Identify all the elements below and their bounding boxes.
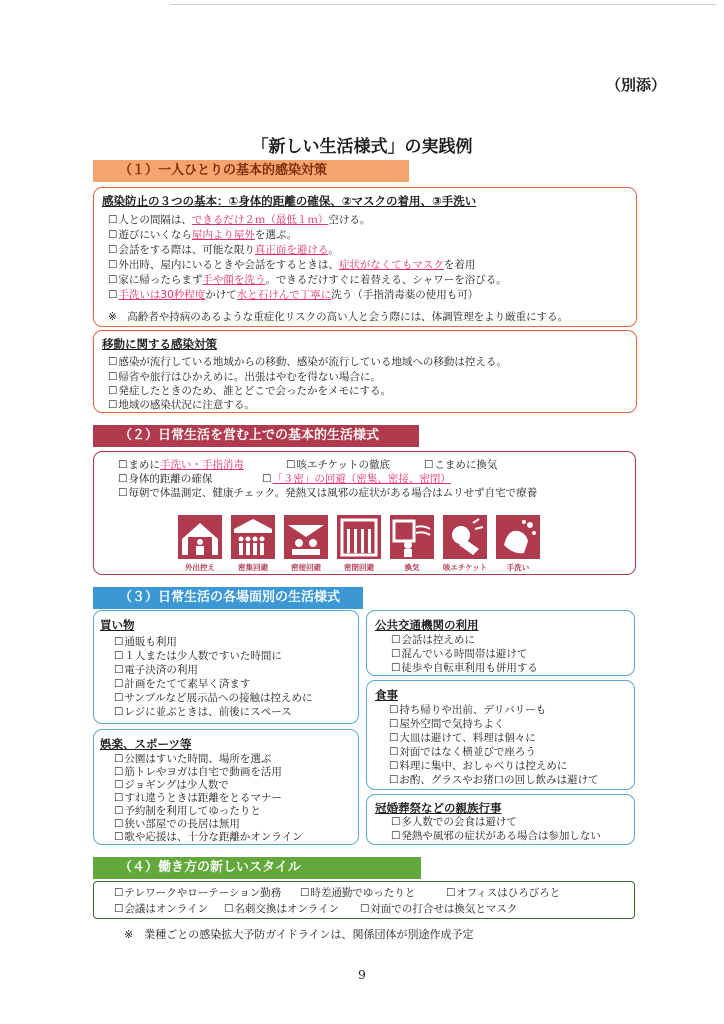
transit-item: ☐ 会話は控えめに bbox=[391, 633, 475, 647]
icon-label-avoid-close-contact: 密接回避 bbox=[291, 563, 321, 572]
work-item-face-meeting: ☐ 対面での打合せは換気とマスク bbox=[360, 902, 517, 916]
work-item-telework: ☐ テレワークやローテーション勤務 bbox=[114, 886, 281, 900]
travel-measures-box bbox=[93, 330, 637, 413]
shopping-item: ☐ 計画をたてて素早く済ます bbox=[114, 677, 250, 691]
travel-item-2: ☐ 帰省や旅行はひかえめに。出張はやむを得ない場合に。 bbox=[108, 370, 381, 384]
avoid-close-contact-icon bbox=[284, 515, 328, 559]
leisure-item: ☐ 予約制を利用してゆったりと bbox=[114, 804, 261, 818]
shopping-item: ☐ レジに並ぶときは、前後にスペース bbox=[114, 705, 292, 719]
basic-item-2: ☐ 遊びにいくなら屋内より屋外を選ぶ。 bbox=[108, 228, 297, 242]
meal-item: ☐ 料理に集中、おしゃべりは控えめに bbox=[389, 759, 567, 773]
meal-item: ☐ 屋外空間で気持ちよく bbox=[389, 717, 504, 731]
leisure-item: ☐ すれ違うときは距離をとるマナー bbox=[114, 791, 282, 805]
section-2-header: （２）日常生活を営む上での基本的生活様式 bbox=[93, 425, 419, 447]
shopping-item: ☐ 通販も利用 bbox=[114, 635, 177, 649]
daily-item-distance: ☐ 身体的距離の確保 bbox=[118, 472, 212, 486]
meal-box bbox=[366, 680, 635, 790]
travel-item-1: ☐ 感染が流行している地域からの移動、感染が流行している地域への移動は控える。 bbox=[108, 355, 507, 369]
section-4-header: （４）働き方の新しいスタイル bbox=[93, 857, 421, 879]
leisure-item: ☐ 歌や応援は、十分な距離かオンライン bbox=[114, 830, 303, 844]
travel-item-4: ☐ 地域の感染状況に注意する。 bbox=[108, 398, 255, 412]
icon-label-ventilation: 換気 bbox=[404, 563, 420, 572]
basic-note: ※ 高齢者や持病のあるような重症化リスクの高い人と会う際には、体調管理をより厳重にする。 bbox=[108, 311, 569, 323]
basic-item-6: ☐ 手洗いは30秒程度かけて水と石けんで丁寧に洗う（手指消毒薬の使用も可） bbox=[108, 288, 478, 302]
ceremony-item: ☐ 発熱や風邪の症状がある場合は参加しない bbox=[391, 829, 601, 843]
leisure-item: ☐ ジョギングは少人数で bbox=[114, 778, 229, 792]
work-style-box bbox=[93, 881, 635, 919]
section-3-header: （３）日常生活の各場面別の生活様式 bbox=[93, 587, 363, 609]
basic-measures-heading: 感染防止の３つの基本：①身体的距離の確保、②マスクの着用、③手洗い bbox=[102, 194, 477, 208]
daily-item-3c: ☐ 「３密」の回避（密集、密接、密閉） bbox=[262, 472, 451, 486]
transit-item: ☐ 徒歩や自転車利用も併用する bbox=[391, 661, 538, 675]
icon-label-handwashing: 手洗い bbox=[506, 563, 530, 572]
avoid-closed-spaces-icon bbox=[337, 515, 381, 559]
basic-item-1: ☐ 人との間隔は、できるだけ２ｍ（最低１ｍ）空ける。 bbox=[108, 213, 370, 227]
leisure-heading: 娯楽、スポーツ等 bbox=[100, 737, 192, 751]
work-item-staggered: ☐ 時差通勤でゆったりと bbox=[300, 886, 415, 900]
meal-heading: 食事 bbox=[375, 688, 398, 702]
stay-home-icon bbox=[178, 515, 222, 559]
icon-label-stay-home: 外出控え bbox=[185, 563, 215, 572]
leisure-item: ☐ 筋トレやヨガは自宅で動画を活用 bbox=[114, 765, 282, 779]
transit-heading: 公共交通機関の利用 bbox=[375, 618, 479, 632]
shopping-item: ☐ １人または少人数ですいた時間に bbox=[114, 649, 282, 663]
section-1-header: （１）一人ひとりの基本的感染対策 bbox=[93, 160, 409, 182]
footnote: ※ 業種ごとの感染拡大予防ガイドラインは、関係団体が別途作成予定 bbox=[124, 928, 474, 941]
meal-item: ☐ 大皿は避けて、料理は個々に bbox=[389, 731, 536, 745]
daily-item-health-check: ☐ 毎朝で体温測定、健康チェック。発熱又は風邪の症状がある場合はムリせず自宅で療養 bbox=[118, 486, 537, 500]
ventilation-icon bbox=[390, 515, 434, 559]
icon-label-avoid-crowds: 密集回避 bbox=[238, 563, 268, 572]
basic-item-3: ☐ 会話をする際は、可能な限り真正面を避ける。 bbox=[108, 243, 339, 257]
annex-label: （別添） bbox=[606, 76, 667, 94]
travel-heading: 移動に関する感染対策 bbox=[102, 337, 217, 351]
icon-label-avoid-closed-spaces: 密閉回避 bbox=[344, 563, 374, 572]
meal-item: ☐ 持ち帰りや出前、デリバリーも bbox=[389, 703, 546, 717]
cough-etiquette-icon bbox=[443, 515, 487, 559]
travel-item-3: ☐ 発症したときのため、誰とどこで会ったかをメモにする。 bbox=[108, 384, 391, 398]
shopping-item: ☐ サンプルなど展示品への接触は控えめに bbox=[114, 691, 312, 705]
leisure-item: ☐ 公園はすいた時間、場所を選ぶ bbox=[114, 752, 271, 766]
ceremony-box bbox=[366, 794, 635, 845]
page-number: 9 bbox=[358, 968, 366, 982]
scan-top-line bbox=[170, 4, 716, 5]
basic-item-4: ☐ 外出時、屋内にいるときや会話をするときは、症状がなくてもマスクを着用 bbox=[108, 258, 475, 272]
transit-box bbox=[366, 610, 635, 676]
daily-item-cough: ☐ 咳エチケットの徹底 bbox=[286, 458, 390, 472]
avoid-crowds-icon bbox=[231, 515, 275, 559]
transit-item: ☐ 混んでいる時間帯は避けて bbox=[391, 647, 527, 661]
work-item-office: ☐ オフィスはひろびろと bbox=[446, 886, 560, 900]
shopping-box bbox=[93, 610, 359, 724]
meal-item: ☐ 対面ではなく横並びで座ろう bbox=[389, 745, 536, 759]
handwashing-icon bbox=[496, 515, 540, 559]
icon-label-cough-etiquette: 咳エチケット bbox=[442, 563, 488, 572]
work-item-online-meeting: ☐ 会議はオンライン bbox=[114, 902, 208, 916]
leisure-box bbox=[93, 729, 359, 845]
ceremony-item: ☐ 多人数での会食は避けて bbox=[391, 815, 517, 829]
work-item-online-card: ☐ 名刺交換はオンライン bbox=[224, 902, 339, 916]
basic-measures-box bbox=[93, 187, 637, 327]
daily-item-handwash: ☐ まめに手洗い・手指消毒 bbox=[118, 458, 244, 472]
page-title: 「新しい生活様式」の実践例 bbox=[251, 137, 473, 157]
shopping-item: ☐ 電子決済の利用 bbox=[114, 663, 198, 677]
ceremony-heading: 冠婚葬祭などの親族行事 bbox=[375, 801, 502, 815]
shopping-heading: 買い物 bbox=[100, 618, 135, 632]
basic-item-5: ☐ 家に帰ったらまず手や顔を洗う。できるだけすぐに着替える、シャワーを浴びる。 bbox=[108, 273, 507, 287]
meal-item: ☐ お酌、グラスやお猪口の回し飲みは避けて bbox=[389, 773, 599, 787]
daily-item-ventilation: ☐ こまめに換気 bbox=[424, 458, 497, 472]
leisure-item: ☐ 狭い部屋での長居は無用 bbox=[114, 817, 240, 831]
